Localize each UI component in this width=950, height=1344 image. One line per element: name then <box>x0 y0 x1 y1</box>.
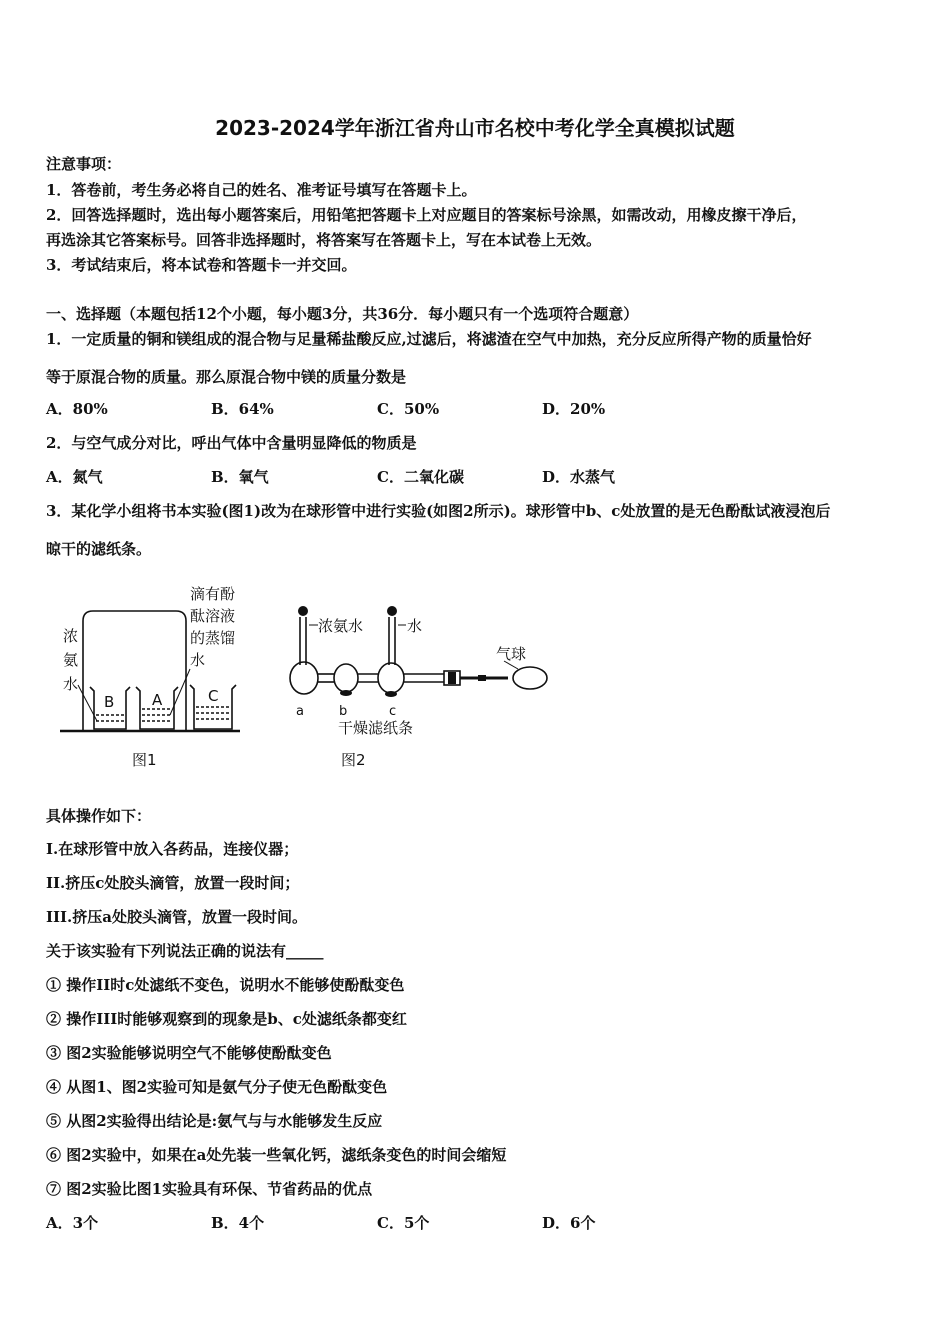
q1-option-c: C．50% <box>377 400 440 418</box>
section-heading: 一、选择题（本题包括12个小题，每小题3分，共36分．每小题只有一个选项符合题意） <box>46 305 639 323</box>
notice-item-1: 1．答卷前，考生务必将自己的姓名、准考证号填写在答题卡上。 <box>46 181 477 199</box>
q3-option-b: B．4个 <box>211 1214 265 1232</box>
q2-option-b: B．氧气 <box>211 468 269 486</box>
fig2-paper-label: 干燥滤纸条 <box>338 719 414 737</box>
bulb-c <box>378 663 404 693</box>
statement-1: ① 操作II时c处滤纸不变色，说明水不能够使酚酞变色 <box>46 976 405 994</box>
q2-line-1: 2．与空气成分对比，呼出气体中含量明显降低的物质是 <box>46 434 417 452</box>
notice-item-2a: 2．回答选择题时，选出每小题答案后，用铅笔把答题卡上对应题目的答案标号涂黑，如需改动，用橡皮擦干净后， <box>46 206 807 224</box>
beaker-b-label: B <box>104 693 115 711</box>
beaker-a-label: A <box>152 691 163 709</box>
statement-6: ⑥ 图2实验中，如果在a处先装一些氧化钙，滤纸条变色的时间会缩短 <box>46 1146 507 1164</box>
fig1-label-top-1: 滴有酚 <box>190 585 236 603</box>
bulb-a <box>290 662 318 694</box>
experiment-figures <box>0 575 950 775</box>
q1-option-b: B．64% <box>211 400 274 418</box>
beaker-c-label: C <box>208 687 219 705</box>
fig1-label-top-2: 酞溶液 <box>190 607 236 625</box>
statement-2: ② 操作III时能够观察到的现象是b、c处滤纸条都变红 <box>46 1010 407 1028</box>
notice-item-2b: 再选涂其它答案标号。回答非选择题时，将答案写在答题卡上，写在本试卷上无效。 <box>46 231 602 249</box>
bulb-b <box>334 664 358 692</box>
fig2-water-label: 水 <box>407 617 423 635</box>
q3-option-d: D．6个 <box>542 1214 596 1232</box>
statement-5: ⑤ 从图2实验得出结论是:氨气与与水能够发生反应 <box>46 1112 383 1130</box>
dropper-bulb-a <box>298 606 308 616</box>
step-1: I.在球形管中放入各药品，连接仪器； <box>46 840 299 858</box>
statement-4: ④ 从图1、图2实验可知是氨气分子使无色酚酞变色 <box>46 1078 388 1096</box>
fig1-label-top-4: 水 <box>190 651 206 669</box>
q3-line-2: 晾干的滤纸条。 <box>46 540 152 558</box>
notice-item-3: 3．考试结束后，将本试卷和答题卡一并交回。 <box>46 256 357 274</box>
fig1-label-top-3: 的蒸馏 <box>190 629 236 647</box>
fig1-label-left-1: 浓 <box>63 627 79 645</box>
q3-option-c: C．5个 <box>377 1214 430 1232</box>
fig2-c-label: c <box>389 704 397 719</box>
fig2-balloon-label: 气球 <box>496 645 527 663</box>
step-3: III.挤压a处胶头滴管，放置一段时间。 <box>46 908 307 926</box>
balloon <box>513 667 547 689</box>
q2-option-d: D．水蒸气 <box>542 468 616 486</box>
dropper-bulb-c <box>387 606 397 616</box>
bell-jar <box>83 611 186 730</box>
fig2-b-label: b <box>339 704 348 719</box>
fig1-label-left-3: 水 <box>63 675 79 693</box>
q2-option-c: C．二氧化碳 <box>377 468 464 486</box>
q1-line-2: 等于原混合物的质量。那么原混合物中镁的质量分数是 <box>46 368 407 386</box>
paper-c <box>385 691 397 697</box>
step-2: II.挤压c处胶头滴管，放置一段时间； <box>46 874 300 892</box>
fig2-caption: 图2 <box>341 751 366 769</box>
fig2-a-label: a <box>296 704 304 719</box>
page-title: 2023-2024学年浙江省舟山市名校中考化学全真模拟试题 <box>215 116 735 140</box>
q1-line-1: 1．一定质量的铜和镁组成的混合物与足量稀盐酸反应,过滤后，将滤渣在空气中加热，充分反应所得产物的质量恰好 <box>46 330 812 348</box>
q3-line-1: 3．某化学小组将书本实验(图1)改为在球形管中进行实验(如图2所示)。球形管中b、c处放置的是无色酚酞试液浸泡后 <box>46 502 831 520</box>
q2-option-a: A．氮气 <box>46 468 103 486</box>
q1-option-d: D．20% <box>542 400 606 418</box>
statement-3: ③ 图2实验能够说明空气不能够使酚酞变色 <box>46 1044 332 1062</box>
fig2-ammonia-label: 浓氨水 <box>318 617 364 635</box>
statement-7: ⑦ 图2实验比图1实验具有环保、节省药品的优点 <box>46 1180 373 1198</box>
paper-b <box>340 690 352 696</box>
q1-option-a: A．80% <box>46 400 108 418</box>
notice-heading: 注意事项： <box>46 155 122 173</box>
q3-option-a: A．3个 <box>46 1214 99 1232</box>
fig1-label-left-2: 氨 <box>63 651 79 669</box>
q3-question: 关于该实验有下列说法正确的说法有_____ <box>46 942 324 960</box>
steps-heading: 具体操作如下： <box>46 807 152 825</box>
fig1-caption: 图1 <box>132 751 157 769</box>
